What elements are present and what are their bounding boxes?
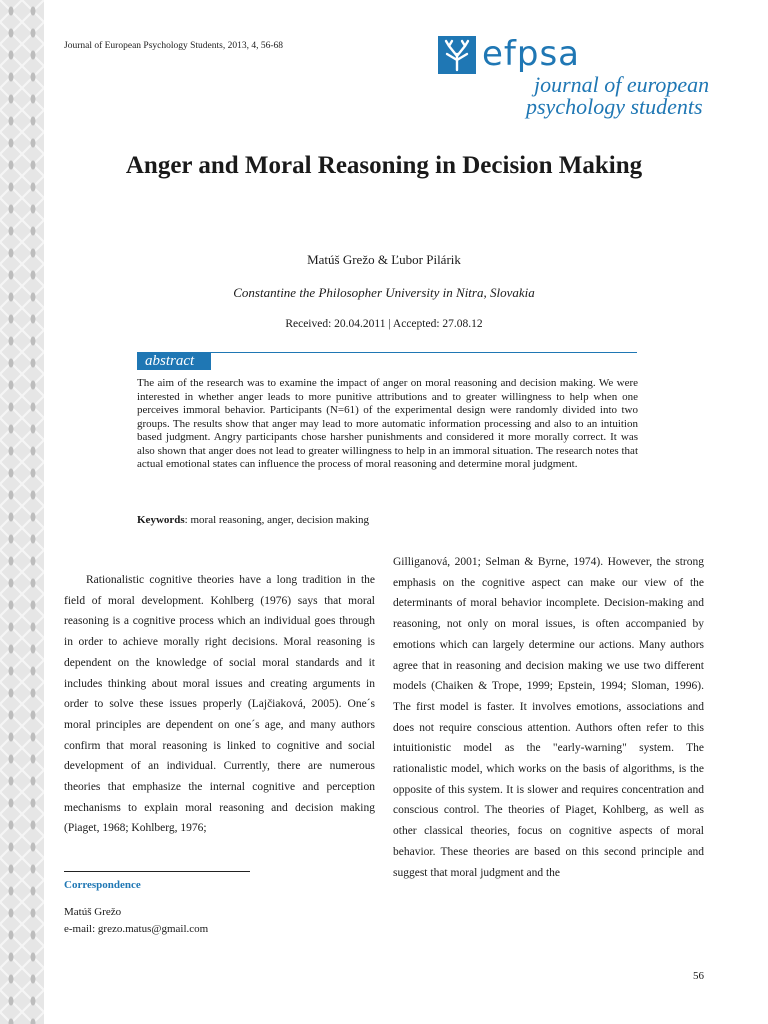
keywords-label: Keywords xyxy=(137,514,185,526)
efpsa-logo xyxy=(438,36,718,122)
correspondence-title: Correspondence xyxy=(64,879,141,891)
tree-logo-icon xyxy=(438,36,476,74)
article-title: Anger and Moral Reasoning in Decision Making xyxy=(125,152,643,179)
article-authors: Matúš Grežo & Ľubor Pilárik xyxy=(307,252,461,267)
logo-wordmark: efpsa xyxy=(482,34,581,74)
author-affiliation: Constantine the Philosopher University in Nitra, Slovakia xyxy=(233,285,535,300)
logo-tagline-line-1: journal of european xyxy=(534,72,710,97)
body-column-left: Rationalistic cognitive theories have a long tradition in the field of moral development. Kohlberg (1976) says that moral reasoning is a cognitive process which an individual goes through in order to achieve morally right decisions. Moral reasoning is dependent on the knowledge of social moral standards and it includes thinking about moral issues and creating arguments in order to solve these issues properly (Lajčiaková, 2005). One´s moral principles are dependent on one´s age, and many authors confirm that moral reasoning is linked to cognitive and social development of an individual. Currently, there are numerous theories that emphasize the internal cognitive and perception mechanisms to explain moral reasoning and decision making (Piaget, 1968; Kohlberg, 1976; xyxy=(64,574,375,835)
abstract-text: The aim of the research was to examine the impact of anger on moral reasoning and decision making. We were interested in whether anger leads to more punitive attributions and to greater willingness to help when one perceives immoral behavior. Participants (N=61) of the experimental design were randomly divided into two groups. The results show that anger may lead to more automatic information processing and also to an intuition based judgment. Angry participants chose harsher punishments and considered it more morally correct. It was also shown that anger does not lead to greater willingness to help in an immoral situation. The research notes that actual emotional states can influence the process of moral reasoning and determine moral judgment. xyxy=(137,377,638,470)
abstract-label: abstract xyxy=(137,352,211,370)
submission-dates: Received: 20.04.2011 | Accepted: 27.08.12 xyxy=(285,318,483,330)
correspondence-email[interactable]: e-mail: grezo.matus@gmail.com xyxy=(64,923,209,935)
keywords xyxy=(137,514,369,526)
logo-tagline-line-2: psychology students xyxy=(526,94,703,119)
correspondence-name: Matúš Grežo xyxy=(64,906,122,918)
journal-reference: Journal of European Psychology Students, 2013, 4, 56-68 xyxy=(64,41,284,51)
decorative-sidebar-pattern xyxy=(0,0,44,1024)
body-column-right: Gilliganová, 2001; Selman & Byrne, 1974). However, the strong emphasis on the cognitive aspect can make our view of the determinants of moral behavior incomplete. Decision-making and reasoning, not only on moral issues, is often accompanied by emotions which can largely determine our actions. Many authors agree that in reasoning and decision making we use two different models (Chaiken & Trope, 1999; Epstein, 1994; Sloman, 1996). The first model is faster. It involves emotions, associations and does not require conscious attention. Authors often refer to this intuitionistic model as the "early-warning" system. The rationalistic model, which works on the basis of algorithms, is the opposite of this system. It is slower and requires concentration and conscious control. The theories of Piaget, Kohlberg, as well as other classical theories, focus on cognitive aspects of moral behavior. These theories are based on this second principle and suggest that moral judgment and the xyxy=(393,556,704,879)
abstract-divider xyxy=(137,352,637,353)
correspondence-divider xyxy=(64,871,250,872)
keywords-list: : moral reasoning, anger, decision making xyxy=(184,514,370,526)
page-number: 56 xyxy=(693,970,704,982)
